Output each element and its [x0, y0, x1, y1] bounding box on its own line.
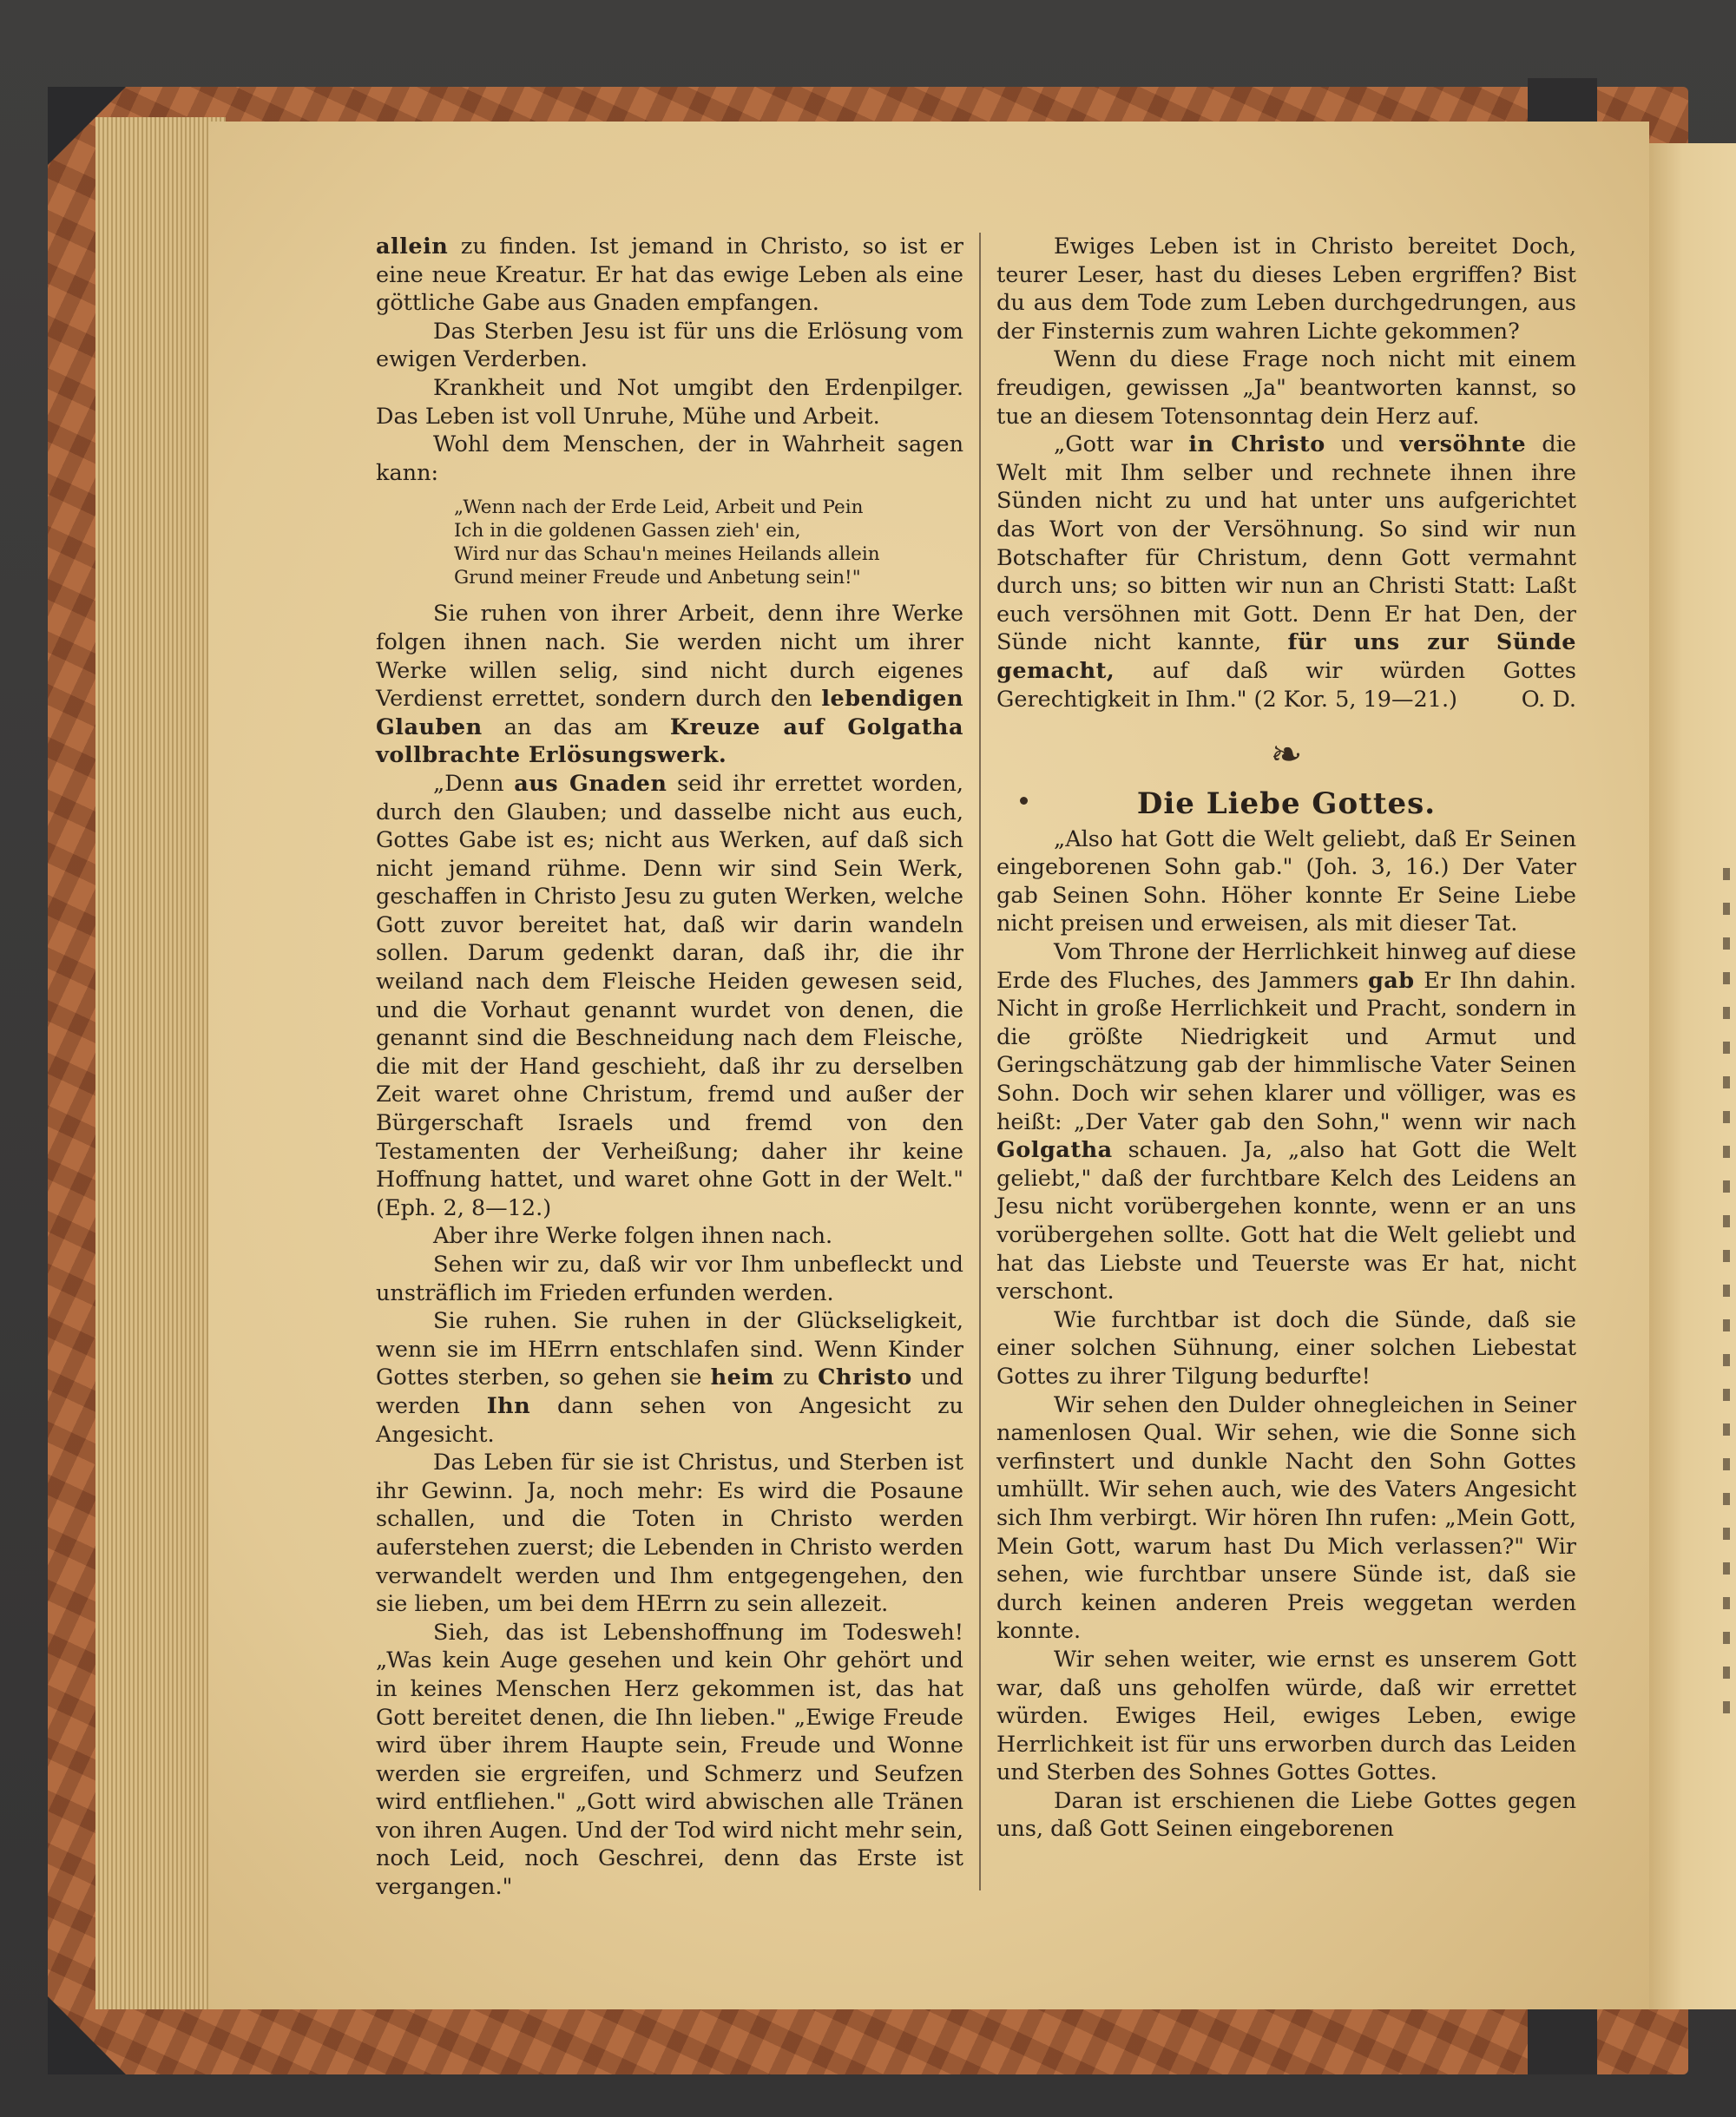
- paragraph: Sieh, das ist Lebenshoffnung im Todesweh! „Was kein Auge gesehen und kein Ohr gehört und in keines Menschen Herz gekommen ist, das hat Gott bereitet denen, die Ihn lieben." „Ewige Freude wird über ihrem Haupte sein, Freude und Wonne werden sie ergreifen, und Schmerz und Seufzen wird entfliehen." „Gott wird abwischen alle Tränen von ihren Augen. Und der Tod wird nicht mehr sein, noch Leid, noch Geschrei, denn das Erste ist vergangen.": [376, 1619, 963, 1901]
- text: zu: [774, 1364, 819, 1391]
- paragraph: Das Sterben Jesu ist für uns die Erlösung vom ewigen Verderben.: [376, 318, 963, 373]
- text: die Welt mit Ihm selber und rechnete ihnen ihre Sünden nicht zu und hat unter uns aufgerichtet das Wort von der Versöhnung. So sind wir nun Botschafter für Christum, denn Gott vermahnt durch uns; so bitten wir nun an Christi Statt: Laßt euch versöhnen mit Gott. Denn Er hat Den, der Sünde nicht kannte,: [996, 431, 1576, 656]
- ink-dot: [1020, 797, 1028, 805]
- paragraph: Das Leben für sie ist Christus, und Sterben ist ihr Gewinn. Ja, noch mehr: Es wird die Posaune schallen, und die Toten in Christo werden auferstehen zuerst; die Lebenden in Christo werden verwandelt werden und Ihm entgegengehen, den sie lieben, um bei dem HErrn zu sein allezeit.: [376, 1450, 963, 1618]
- bold-text: lebendigen Glauben: [376, 686, 963, 740]
- poem: [454, 496, 963, 589]
- text: Vom Throne der Herrlichkeit hinweg auf diese Erde des Fluches, des Jammers: [996, 939, 1576, 994]
- text: auf daß wir würden Gottes Gerechtigkeit in Ihm." (2 Kor. 5, 19—21.): [996, 657, 1576, 713]
- text: „Gott war: [1054, 431, 1189, 458]
- signature: O. D.: [1521, 686, 1576, 713]
- text: zu finden. Ist jemand in Christo, so ist er eine neue Kreatur. Er hat das ewige Leben als eine göttliche Gabe aus Gnaden empfangen.: [376, 233, 963, 317]
- paragraph: [376, 770, 963, 1223]
- facing-page-text-marks: [1723, 868, 1730, 1736]
- paragraph: Ewiges Leben ist in Christo bereitet Doch, teurer Leser, hast du dieses Leben ergriffen? Bist du aus dem Tode zum Leben durchgedrungen, aus der Finsternis zum wahren Lichte gekommen?: [996, 233, 1576, 345]
- text: Er Ihn dahin. Nicht in große Herrlichkeit und Pracht, sondern in die größte Niedrigkeit und Armut und Geringschätzung gab der himmlische Vater Seinen Sohn. Doch wir sehen klarer und völliger, was es heißt: „Der Vater gab den Sohn," wenn wir nach: [996, 967, 1576, 1135]
- paragraph: [376, 233, 963, 318]
- bold-text: für uns zur Sünde gemacht,: [996, 629, 1576, 684]
- bold-text: allein: [376, 233, 449, 260]
- poem-line: „Wenn nach der Erde Leid, Arbeit und Pein: [454, 496, 864, 519]
- text: und werden: [376, 1364, 963, 1419]
- bold-text: Golgatha: [996, 1137, 1113, 1164]
- paragraph: [376, 1307, 963, 1449]
- poem-line: Grund meiner Freude und Anbetung sein!": [454, 567, 861, 589]
- left-column: [376, 233, 963, 1902]
- poem-line: Wird nur das Schau'n meines Heilands allein: [454, 543, 880, 566]
- text: dann sehen von Angesicht zu Angesicht.: [376, 1392, 963, 1448]
- bold-text: heim: [710, 1364, 775, 1391]
- paragraph: Wohl dem Menschen, der in Wahrheit sagen kann:: [376, 431, 963, 486]
- paragraph: Sehen wir zu, daß wir vor Ihm unbefleckt und unsträflich im Frieden erfunden werden.: [376, 1252, 963, 1306]
- text: „Denn: [433, 770, 515, 797]
- paragraph: [996, 938, 1576, 1306]
- paragraph: [996, 431, 1576, 713]
- bold-text: Ihn: [486, 1392, 531, 1419]
- paragraph: Daran ist erschienen die Liebe Gottes gegen uns, daß Gott Seinen eingeborenen: [996, 1787, 1576, 1843]
- text: Sie ruhen von ihrer Arbeit, denn ihre Werke folgen ihnen nach. Sie werden nicht um ihrer Werke willen selig, sind nicht durch eigenes Verdienst errettet, sondern durch den: [376, 601, 963, 713]
- bold-text: aus Gnaden: [514, 770, 667, 797]
- text: an das am: [482, 713, 670, 740]
- paragraph: Wir sehen den Dulder ohnegleichen in Seiner namenlosen Qual. Wir sehen, wie die Sonne sich verfinstert und dunkle Nacht den Sohn Gottes umhüllt. Wir sehen auch, wie des Vaters Angesicht sich Ihm verbirgt. Wir hören Ihn rufen: „Mein Gott, Mein Gott, warum hast Du Mich verlassen?" Wir sehen, wie furchtbar unsere Sünde ist, daß sie durch keinen anderen Preis weggetan werden konnte.: [996, 1391, 1576, 1645]
- paragraph: [376, 600, 963, 770]
- bold-text: versöhnte: [1399, 431, 1527, 458]
- paragraph: „Also hat Gott die Welt geliebt, daß Er Seinen eingeborenen Sohn gab." (Joh. 3, 16.) Der Vater gab Seinen Sohn. Höher konnte Er Seine Liebe nicht preisen und erweisen, als mit dieser Tat.: [996, 825, 1576, 937]
- poem-line: Ich in die goldenen Gassen zieh' ein,: [454, 520, 801, 542]
- paragraph: Wenn du diese Frage noch nicht mit einem freudigen, gewissen „Ja" beantworten kannst, so tue an diesem Totensonntag dein Herz auf.: [996, 346, 1576, 430]
- paragraph: Aber ihre Werke folgen ihnen nach.: [433, 1223, 833, 1250]
- paragraph: Wir sehen weiter, wie ernst es unserem Gott war, daß uns geholfen würde, daß wir errettet würden. Ewiges Heil, ewiges Leben, ewige Herrlichkeit ist für uns erworben durch das Leiden und Sterben des Sohnes Gottes Gottes.: [996, 1646, 1576, 1786]
- text: schauen. Ja, „also hat Gott die Welt geliebt," daß der furchtbare Kelch des Leidens an Jesu nicht vorübergehen konnte, wenn er an uns vorübergehen sollte. Gott hat die Welt geliebt und hat das Liebste und Teuerste was Er hat, nicht verschont.: [996, 1137, 1576, 1305]
- page-edges: [95, 117, 226, 2009]
- text: und: [1325, 431, 1400, 458]
- bold-text: Christo: [818, 1364, 912, 1391]
- bold-text: Kreuze auf Golgatha vollbrachte Erlösungswerk.: [376, 713, 963, 769]
- column-rule: [979, 233, 981, 1890]
- bold-text: in Christo: [1188, 431, 1325, 458]
- text: seid ihr errettet worden, durch den Glauben; und dasselbe nicht aus euch, Gottes Gabe ist es; nicht aus Werken, auf daß sich nicht jemand rühme. Denn wir sind Sein Werk, geschaffen in Christo Jesu zu guten Werken, welche Gott zuvor bereitet hat, daß wir darin wandeln sollen. Darum gedenkt daran, daß ihr, die ihr weiland nach dem Fleische Heiden gewesen seid, und die Vorhaut genannt wurdet von denen, die genannt sind die Beschneidung nach dem Fleische, die mit der Hand geschieht, daß ihr zu derselben Zeit waret ohne Christum, fremd und außer der Bürgerschaft Israels und fremd von den Testamenten der Verheißung; daher ihr keine Hoffnung hattet, und waret ohne Gott in der Welt." (Eph. 2, 8—12.): [376, 770, 963, 1221]
- right-column: [996, 233, 1576, 1844]
- paragraph: Wie furchtbar ist doch die Sünde, daß sie einer solchen Sühnung, einer solchen Liebestat Gottes zu ihrer Tilgung bedurfte!: [996, 1306, 1576, 1390]
- article-heading: Die Liebe Gottes.: [1136, 786, 1437, 822]
- bold-text: gab: [1367, 967, 1415, 994]
- paragraph: Krankheit und Not umgibt den Erdenpilger. Das Leben ist voll Unruhe, Mühe und Arbeit.: [376, 374, 963, 430]
- flower-ornament-icon: ❧: [1270, 733, 1303, 778]
- text: Sie ruhen. Sie ruhen in der Glückseligkeit, wenn sie im HErrn entschlafen sind. Wenn Kinder Gottes sterben, so gehen sie: [376, 1308, 963, 1391]
